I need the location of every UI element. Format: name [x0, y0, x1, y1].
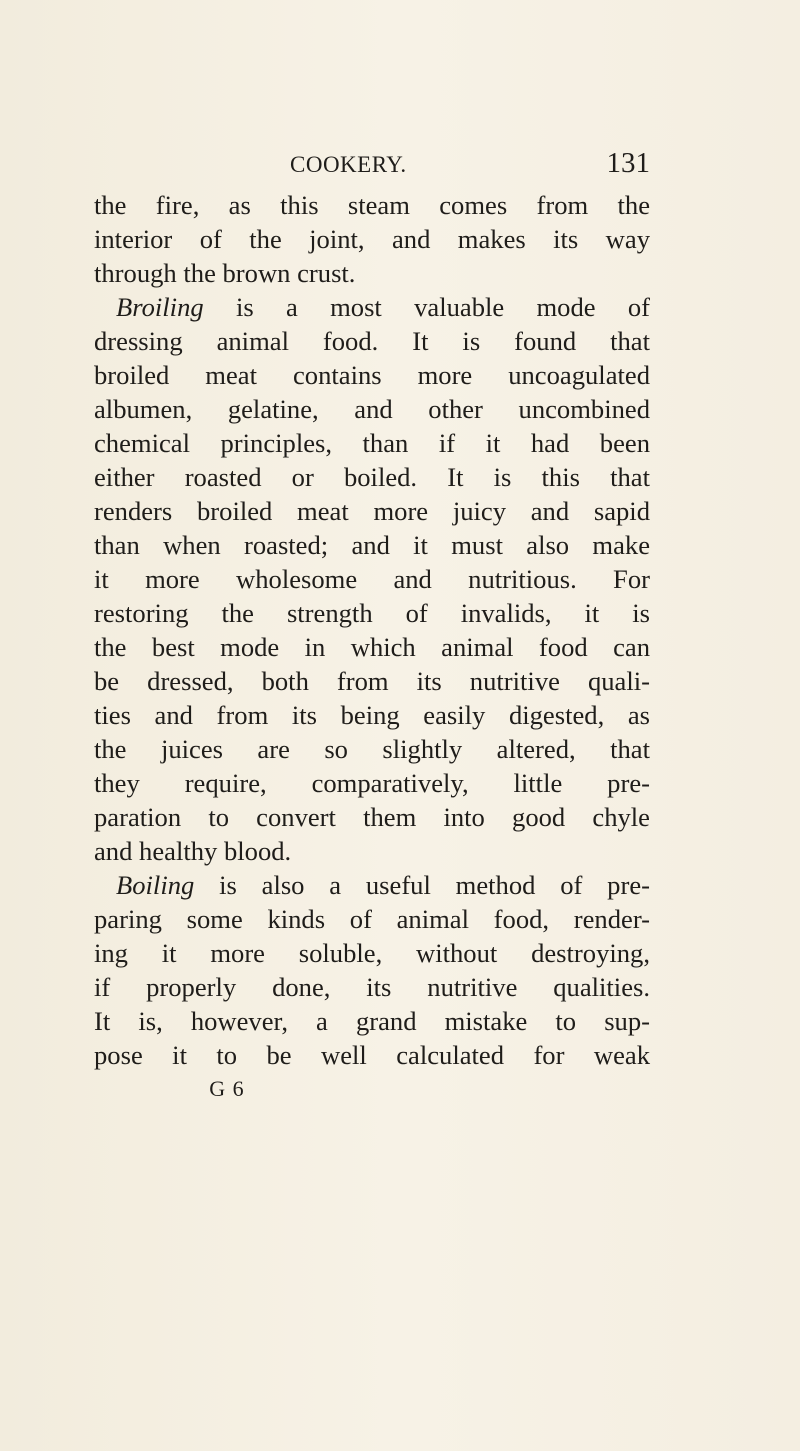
body-line-26: pose it to be well calculated for weak	[94, 1040, 650, 1070]
body-line-25: It is, however, a grand mistake to sup-	[94, 1006, 650, 1036]
body-line-15: be dressed, both from its nutritive quali-	[94, 666, 650, 696]
body-line-12: it more wholesome and nutritious. For	[94, 564, 650, 594]
broiling-paragraph-first-line	[94, 290, 650, 324]
body-line-23: ing it more soluble, without destroying,	[94, 938, 650, 968]
body-line-20: and healthy blood.	[94, 836, 292, 866]
body-line-11: than when roasted; and it must also make	[94, 530, 650, 560]
body-line-18: they require, comparatively, little pre-	[94, 768, 650, 798]
body-line-2: interior of the joint, and makes its way	[94, 224, 650, 254]
body-line-19: paration to convert them into good chyle	[94, 802, 650, 832]
body-line-14: the best mode in which animal food can	[94, 632, 650, 662]
body-line-10: renders broiled meat more juicy and sapid	[94, 496, 650, 526]
body-line-9: either roasted or boiled. It is this that	[94, 462, 650, 492]
body-line-3: through the brown crust.	[94, 258, 356, 288]
body-line-5: dressing animal food. It is found that	[94, 326, 650, 356]
boiling-paragraph-first-line	[94, 868, 650, 902]
body-line-8: chemical principles, than if it had been	[94, 428, 650, 458]
body-line-16: ties and from its being easily digested, as	[94, 700, 650, 730]
boiling-line-remainder: is also a useful method of pre-	[194, 870, 650, 900]
body-line-7: albumen, gelatine, and other uncombined	[94, 394, 650, 424]
body-line-17: the juices are so slightly altered, that	[94, 734, 650, 764]
page-header	[94, 148, 650, 188]
body-line-22: paring some kinds of animal food, render-	[94, 904, 650, 934]
page-number: 131	[606, 147, 650, 179]
body-line-1: the fire, as this steam comes from the	[94, 190, 650, 220]
page-text-block	[94, 148, 650, 1106]
body-line-6: broiled meat contains more uncoagulated	[94, 360, 650, 390]
broiling-line-remainder: is a most valuable mode of	[203, 292, 650, 322]
body-line-13: restoring the strength of invalids, it is	[94, 598, 650, 628]
boiling-term: Boiling	[116, 870, 195, 900]
body-line-24: if properly done, its nutritive qualities.	[94, 972, 650, 1002]
running-head: COOKERY.	[290, 152, 407, 177]
broiling-term: Broiling	[116, 292, 204, 322]
signature-mark: G 6	[209, 1076, 245, 1101]
